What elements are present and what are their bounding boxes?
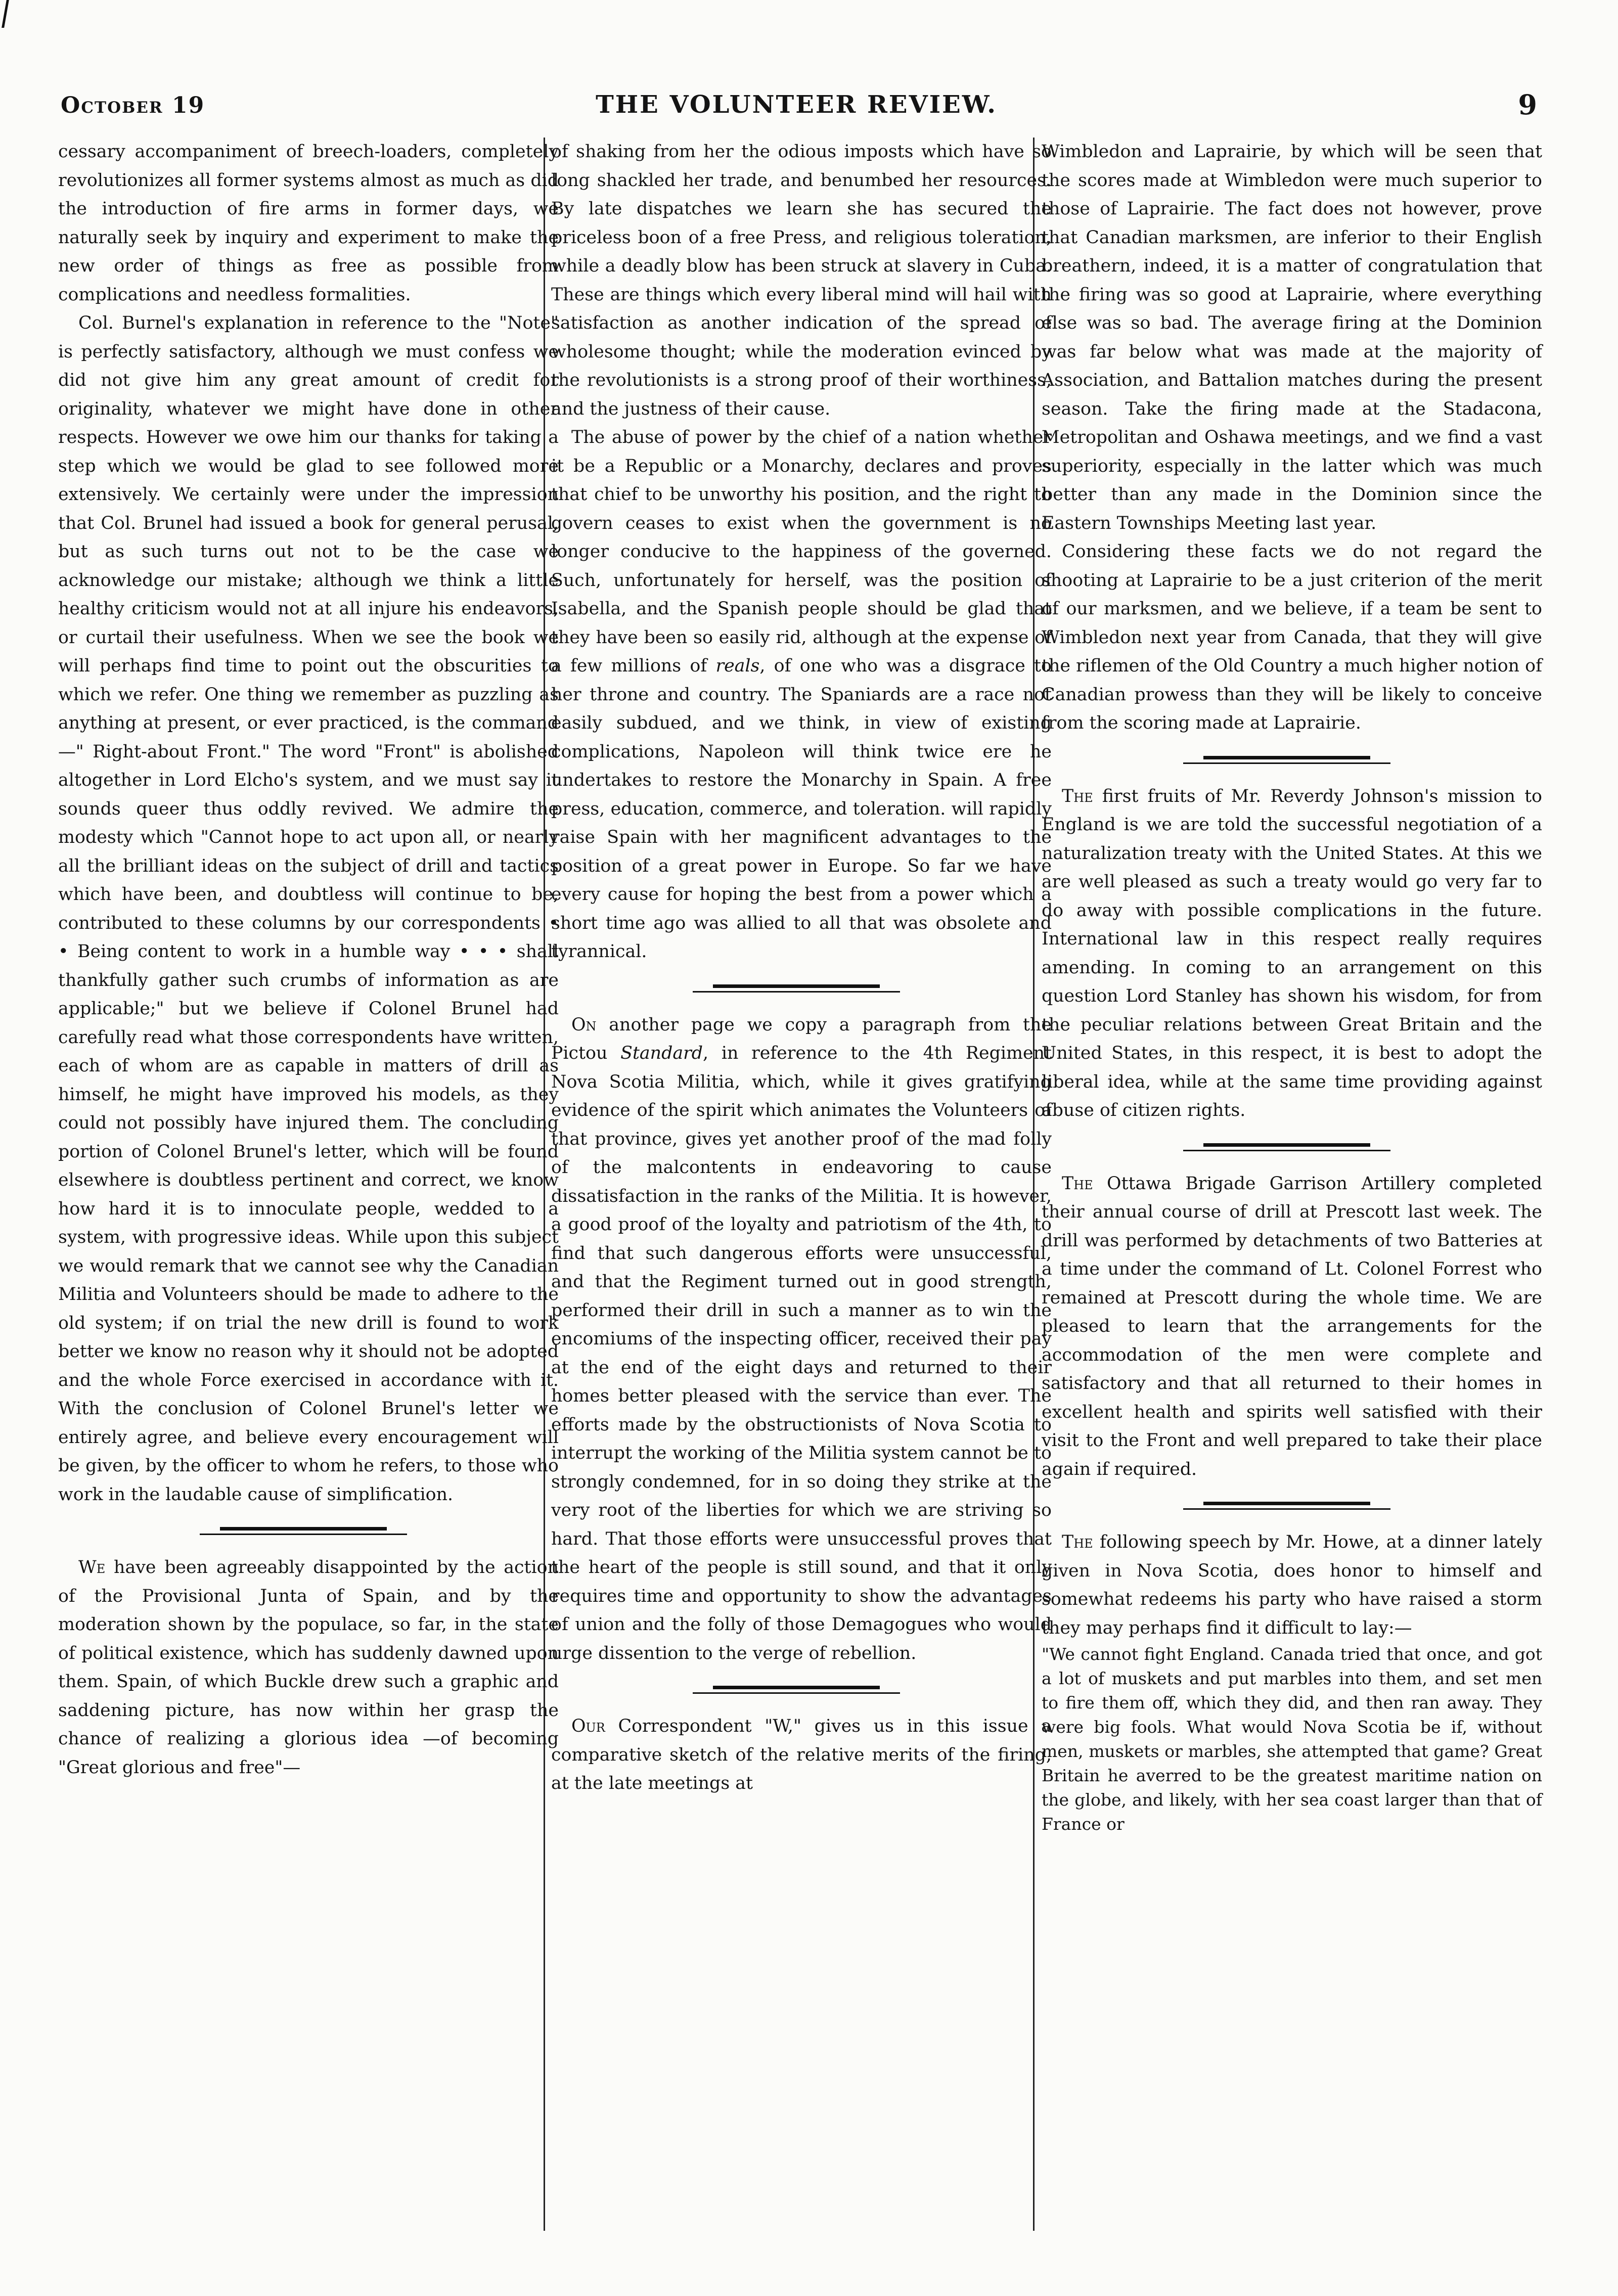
issue-date: October 19 bbox=[61, 93, 205, 118]
italic-term: Standard bbox=[620, 1043, 703, 1063]
section-separator bbox=[1042, 1134, 1542, 1162]
lead-word: We bbox=[78, 1557, 106, 1578]
article-paragraph: cessary accompaniment of breech-loaders, completely revolutionizes all former systems almost as much as did the introduction of fire arms in former days, we naturally seek by inquiry and experiment to make the new order of things as free as possible from complications and needless formalities. bbox=[58, 142, 559, 305]
paragraph-text: following speech by Mr. Howe, at a dinner lately given in Nova Scotia, does honor to himself and somewhat redeems his party who have raised a storm they may perhaps find it difficult to lay:— bbox=[1042, 1532, 1542, 1638]
paragraph-text: , in reference to the 4th Regiment Nova Scotia Militia, which, while it gives gratifying evidence of the spirit which animates the Volunteers of that province, gives yet another proof of the mad folly of the malcontents in endeavoring to cause dissatisfaction in the ranks of the Militia. It is however, a good proof of the loyalty and patriotism of the 4th, to find that such dangerous efforts were unsuccessful, and that the Regiment turned out in good strength, performed their drill in such a manner as to win the encomiums of the inspecting officer, received their pay at the end of the eight days and returned to their homes better pleased with the service than ever. The efforts made by the obstructionists of Nova Scotia to interrupt the working of the Militia system cannot be to strongly condemned, for in so doing they strike at the very root of the liberties for which we are striving so hard. That those efforts were unsuccessful proves that the heart of the people is still sound, and that it only requires time and opportunity to show the advantages of union and the folly of those Demagogues who would urge dissention to the verge of rebellion. bbox=[551, 1043, 1052, 1663]
paragraph-text: have been agreeably disappointed by the action of the Provisional Junta of Spain, and by the moderation shown by the populace, so far, in the state of political existence, which has suddenly dawned upon them. Spain, of which Buckle drew such a graphic and saddening picture, has now within her grasp the chance of realizing a glorious idea —of becoming "Great glorious and free"— bbox=[58, 1557, 559, 1778]
article-paragraph: Considering these facts we do not regard the shooting at Laprairie to be a just criterion of the merit of our marksmen, and we believe, if a team be sent to Wimbledon next year from Canada, that they will give the riflemen of the Old Country a much higher notion of Canadian prowess than they will be likely to conceive from the scoring made at Laprairie. bbox=[1042, 542, 1542, 733]
page-header bbox=[51, 88, 1542, 124]
corner-mark bbox=[0, 0, 15, 30]
lead-word: Our bbox=[571, 1716, 605, 1736]
paragraph-text: Correspondent "W," gives us in this issue a comparative sketch of the relative merits of the firing, at the late meetings at bbox=[551, 1716, 1052, 1793]
lead-word: The bbox=[1062, 1173, 1093, 1194]
paragraph-text: , of one who was a disgrace to her throne and country. The Spaniards are a race not easily subdued, and we think, in view of existing complications, Napoleon will think twice ere he undertakes to restore the Monarchy in Spain. A free press, education, commerce, and toleration. will rapidly raise Spain with her magnificent advantages to the position of a great power in Europe. So far we have every cause for hoping the best from a power which a short time ago was allied to all that was obsolete and tyrannical. bbox=[551, 656, 1052, 962]
paragraph-text: another page we copy a paragraph from the Pictou bbox=[551, 1014, 1052, 1063]
paragraph-text: The abuse of power by the chief of a nation whether it be a Republic or a Monarchy, declares and proves that chief to be unworthy his position, and the right to govern ceases to exist when the government is no longer conducive to the happiness of the governed. Such, unfortunately for herself, was the position of Isabella, and the Spanish people should be glad that they have been so easily rid, although at the expense of a few millions of bbox=[551, 427, 1052, 676]
lead-word: The bbox=[1062, 1532, 1093, 1552]
section-separator bbox=[551, 975, 1052, 1004]
column-3 bbox=[1042, 138, 1542, 2261]
lead-word: The bbox=[1062, 786, 1093, 806]
article-paragraph bbox=[551, 1011, 1052, 1668]
lead-word: On bbox=[571, 1014, 597, 1035]
article-paragraph bbox=[1042, 1169, 1542, 1484]
article-paragraph bbox=[551, 423, 1052, 966]
article-paragraph bbox=[1042, 782, 1542, 1125]
article-paragraph: Col. Burnel's explanation in reference to the "Note" is perfectly satisfactory, although we must confess we did not give him any great amount of credit for originality, whatever we might have done in other respects. However we owe him our thanks for taking a step which we would be glad to see followed more extensively. We certainly were under the impression that Col. Brunel had issued a book for general perusal, but as such turns out not to be the case we acknowledge our mistake; although we think a little healthy criticism would not at all injure his endeavors, or curtail their usefulness. When we see the book we will perhaps find time to point out the obscurities to which we refer. One thing we remember as puzzling as anything at present, or ever practiced, is the command—" Right-about Front." The word "Front" is abolished altogether in Lord Elcho's system, and we must say it sounds queer thus oddly revived. We admire the modesty which "Cannot hope to act upon all, or nearly all the brilliant ideas on the subject of drill and tactics which have been, and doubtless will continue to be, contributed to these columns by our correspondents • • Being content to work in a humble way • • • shall thankfully gather such crumbs of information as are applicable;" but we believe if Colonel Brunel had carefully read what those correspondents have written, each of whom are as capable in matters of drill as himself, he might have improved his models, as they could not possibly have injured them. The concluding portion of Colonel Brunel's letter, which will be found elsewhere is doubtless pertinent and correct, we know how hard it is to innoculate people, wedded to a system, with progressive ideas. While upon this subject we would remark that we cannot see why the Canadian Militia and Volunteers should be made to adhere to the old system; if on trial the new drill is found to work better we know no reason why it should not be adopted and the whole Force exercised in accordance with it. With the conclusion of Colonel Brunel's letter we entirely agree, and believe every encouragement will be given, by the officer to whom he refers, to those who work in the laudable cause of simplification. bbox=[58, 313, 559, 1505]
article-paragraph: of shaking from her the odious imposts which have so long shackled her trade, and benumbed her resources. By late dispatches we learn she has secured the priceless boon of a free Press, and religious toleration, while a deadly blow has been struck at slavery in Cuba. These are things which every liberal mind will hail with satisfaction as another indication of the spread of wholesome thought; while the moderation evinced by the revolutionists is a strong proof of their worthiness, and the justness of their cause. bbox=[551, 142, 1052, 419]
article-paragraph bbox=[551, 1712, 1052, 1798]
section-separator bbox=[58, 1518, 559, 1546]
column-2 bbox=[551, 138, 1052, 2261]
section-separator bbox=[551, 1677, 1052, 1705]
publication-title: THE VOLUNTEER REVIEW. bbox=[596, 91, 997, 119]
paragraph-text: Ottawa Brigade Garrison Artillery completed their annual course of drill at Prescott last week. The drill was performed by detachments of two Batteries at a time under the command of Lt. Colonel Forrest who remained at Prescott during the whole time. We are pleased to learn that the arrangements for the accommodation of the men were complete and satisfactory and that all returned to their homes in excellent health and spirits well satisfied with their visit to the Front and well prepared to take their place again if required. bbox=[1042, 1173, 1542, 1479]
article-paragraph: Wimbledon and Laprairie, by which will be seen that the scores made at Wimbledon were much superior to those of Laprairie. The fact does not however, prove that Canadian marksmen, are inferior to their English breathern, indeed, it is a matter of congratulation that the firing was so good at Laprairie, where everything else was so bad. The average firing at the Dominion was far below what was made at the majority of Association, and Battalion matches during the present season. Take the firing made at the Stadacona, Metropolitan and Oshawa meetings, and we find a vast superiority, especially in the latter which was much better than any made in the Dominion since the Eastern Townships Meeting last year. bbox=[1042, 142, 1542, 533]
column-1 bbox=[58, 138, 559, 2261]
page-number: 9 bbox=[1518, 88, 1537, 121]
section-separator bbox=[1042, 747, 1542, 775]
article-paragraph bbox=[58, 1553, 559, 1782]
section-separator bbox=[1042, 1493, 1542, 1521]
article-paragraph bbox=[1042, 1528, 1542, 1642]
italic-term: reals bbox=[715, 656, 760, 676]
speech-quote: "We cannot fight England. Canada tried that once, and got a lot of muskets and put marbles into them, and set men to fire them off, which they did, and then ran away. They were big fools. What would Nova Scotia be if, without men, muskets or marbles, she attempted that game? Great Britain he averred to be the greatest maritime nation on the globe, and likely, with her sea coast larger than that of France or bbox=[1042, 1644, 1542, 1834]
paragraph-text: first fruits of Mr. Reverdy Johnson's mission to England is we are told the successful negotiation of a naturalization treaty with the United States. At this we are well pleased as such a treaty would go very far to do away with possible complications in the future. International law in this respect really requires amending. In coming to an arrangement on this question Lord Stanley has shown his wisdom, for from the peculiar relations between Great Britain and the United States, in this respect, it is best to adopt the liberal idea, while at the same time providing against abuse of citizen rights. bbox=[1042, 786, 1542, 1120]
